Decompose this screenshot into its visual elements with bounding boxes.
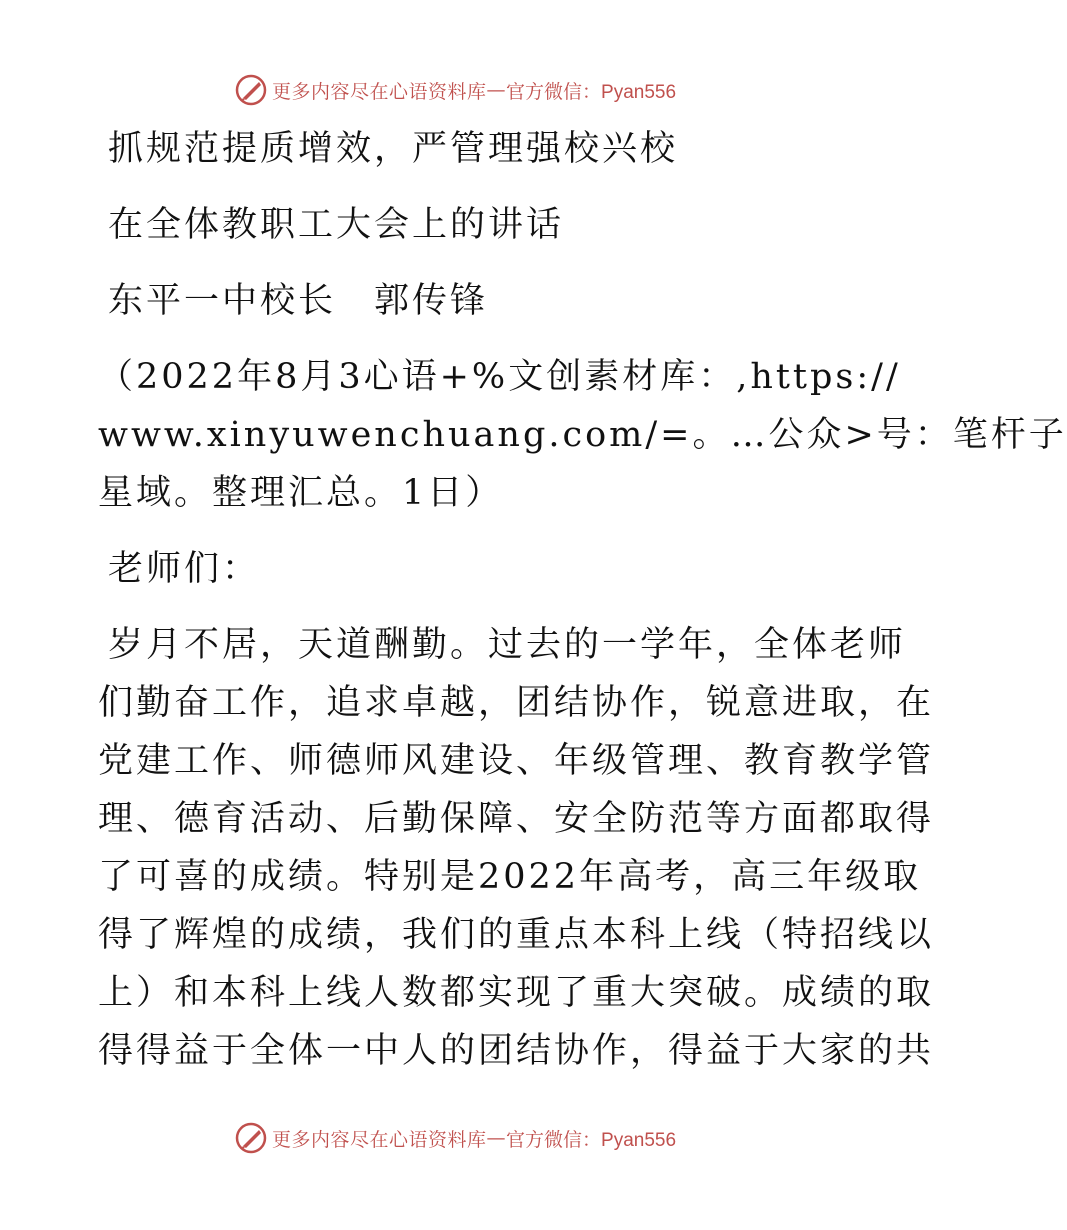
- body-line-2: 们勤奋工作，追求卓越，团结协作，锐意进取，在: [98, 683, 935, 723]
- banner-site-text: 更多内容尽在心语资料库: [272, 1128, 487, 1151]
- body-line-4: 理、德育活动、后勤保障、安全防范等方面都取得: [98, 799, 935, 839]
- banner-wechat-text: 官方微信：Pyan556: [506, 81, 677, 103]
- quill-logo-icon: [234, 73, 268, 107]
- footer-watermark-banner: [234, 1120, 676, 1156]
- body-line-7: 上）和本科上线人数都实现了重大突破。成绩的取: [98, 973, 935, 1013]
- document-subtitle: 在全体教职工大会上的讲话: [108, 205, 565, 245]
- date-line-1: （2022年8月3心语+%文创素材库：,https://: [98, 357, 901, 397]
- body-line-3: 党建工作、师德师风建设、年级管理、教育教学管: [98, 741, 935, 781]
- body-line-8: 得得益于全体一中人的团结协作，得益于大家的共: [98, 1031, 935, 1071]
- banner-dash: —: [486, 79, 507, 101]
- document-author: 东平一中校长 郭传锋: [108, 281, 489, 321]
- quill-logo-icon: [234, 1121, 268, 1155]
- date-line-3: 星域。整理汇总。1日）: [98, 473, 504, 513]
- body-line-6: 得了辉煌的成绩，我们的重点本科上线（特招线以: [98, 915, 935, 955]
- salutation: 老师们：: [108, 549, 261, 589]
- banner-dash: —: [486, 1127, 507, 1149]
- document-title: 抓规范提质增效，严管理强校兴校: [108, 129, 679, 169]
- banner-site-text: 更多内容尽在心语资料库: [272, 80, 487, 103]
- banner-wechat-text: 官方微信：Pyan556: [506, 1129, 677, 1151]
- header-watermark-banner: [234, 72, 676, 108]
- document-body: [98, 120, 1067, 1080]
- body-line-1: 岁月不居，天道酬勤。过去的一学年，全体老师: [108, 625, 907, 665]
- date-line-2: www.xinyuwenchuang.com/=。…公众>号：笔杆子: [98, 415, 1067, 455]
- body-line-5: 了可喜的成绩。特别是2022年高考，高三年级取: [98, 857, 922, 897]
